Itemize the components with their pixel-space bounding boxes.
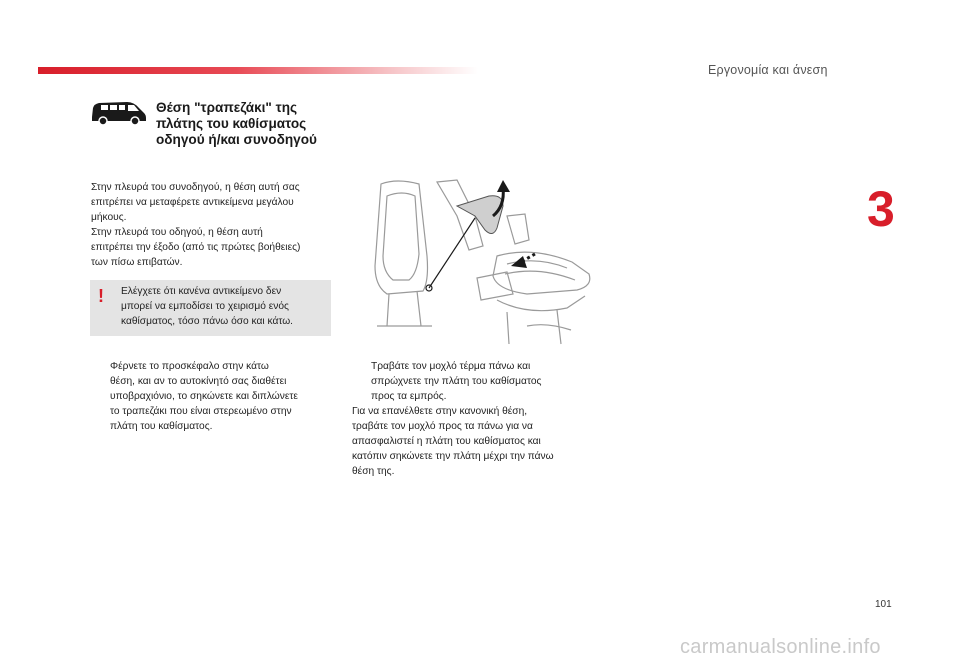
step-line: Τραβάτε τον μοχλό τέρμα πάνω και [371, 361, 531, 372]
intro-line: επιτρέπει να μεταφέρετε αντικείμενα μεγάλου [91, 197, 294, 208]
step-line: προς τα εμπρός. [371, 391, 447, 402]
step-line: υποβραχιόνιο, το σηκώνετε και διπλώνετε [110, 391, 298, 402]
warning-line: καθίσματος, τόσο πάνω όσο και κάτω. [121, 316, 294, 327]
section-title [156, 100, 356, 148]
warning-line: μπορεί να εμποδίσει το χειρισμό ενός [121, 301, 289, 312]
step-line: Φέρνετε το προσκέφαλο στην κάτω [110, 361, 269, 372]
follow-line: απασφαλιστεί η πλάτη του καθίσματος και [352, 436, 541, 447]
section-title-line: πλάτης του καθίσματος [156, 116, 307, 131]
follow-line: θέση της. [352, 466, 395, 477]
warning-box [90, 280, 331, 336]
section-title-line: οδηγού ή/και συνοδηγού [156, 132, 317, 147]
instruction-step-pull-lever [352, 359, 592, 404]
intro-line: Στην πλευρά του συνοδηγού, η θέση αυτή σας [91, 182, 300, 193]
step-text [91, 359, 331, 434]
van-icon [89, 97, 147, 127]
intro-paragraph [91, 180, 341, 270]
step-text [352, 359, 592, 404]
return-instructions [352, 404, 592, 479]
page-number: 101 [875, 599, 892, 610]
intro-line: επιτρέπει την έξοδο (από τις πρώτες βοήθειες) [91, 242, 301, 253]
step-line: σπρώχνετε την πλάτη του καθίσματος [371, 376, 542, 387]
follow-line: τραβάτε τον μοχλό προς τα πάνω για να [352, 421, 533, 432]
chapter-color-bar [38, 67, 478, 74]
section-title-line: Θέση "τραπεζάκι" της [156, 100, 298, 115]
step-line: θέση, και αν το αυτοκίνητό σας διαθέτει [110, 376, 287, 387]
follow-line: κατόπιν σηκώνετε την πλάτη μέχρι την πάνω [352, 451, 554, 462]
watermark: carmanualsonline.info [680, 636, 881, 658]
warning-icon: ! [98, 286, 104, 306]
instruction-step-lower-headrest [91, 359, 331, 434]
follow-line: Για να επανέλθετε στην κανονική θέση, [352, 406, 528, 417]
intro-line: μήκους. [91, 212, 127, 223]
step-line: το τραπεζάκι που είναι στερεωμένο στην [110, 406, 292, 417]
warning-line: Ελέγχετε ότι κανένα αντικείμενο δεν [121, 286, 282, 297]
intro-line: των πίσω επιβατών. [91, 257, 183, 268]
warning-text [121, 284, 325, 329]
step-line: πλάτη του καθίσματος. [110, 421, 213, 432]
chapter-number: 3 [867, 181, 895, 237]
chapter-title: Εργονομία και άνεση [708, 63, 828, 77]
intro-line: Στην πλευρά του οδηγού, η θέση αυτή [91, 227, 263, 238]
seat-backrest-illustration [357, 176, 597, 348]
